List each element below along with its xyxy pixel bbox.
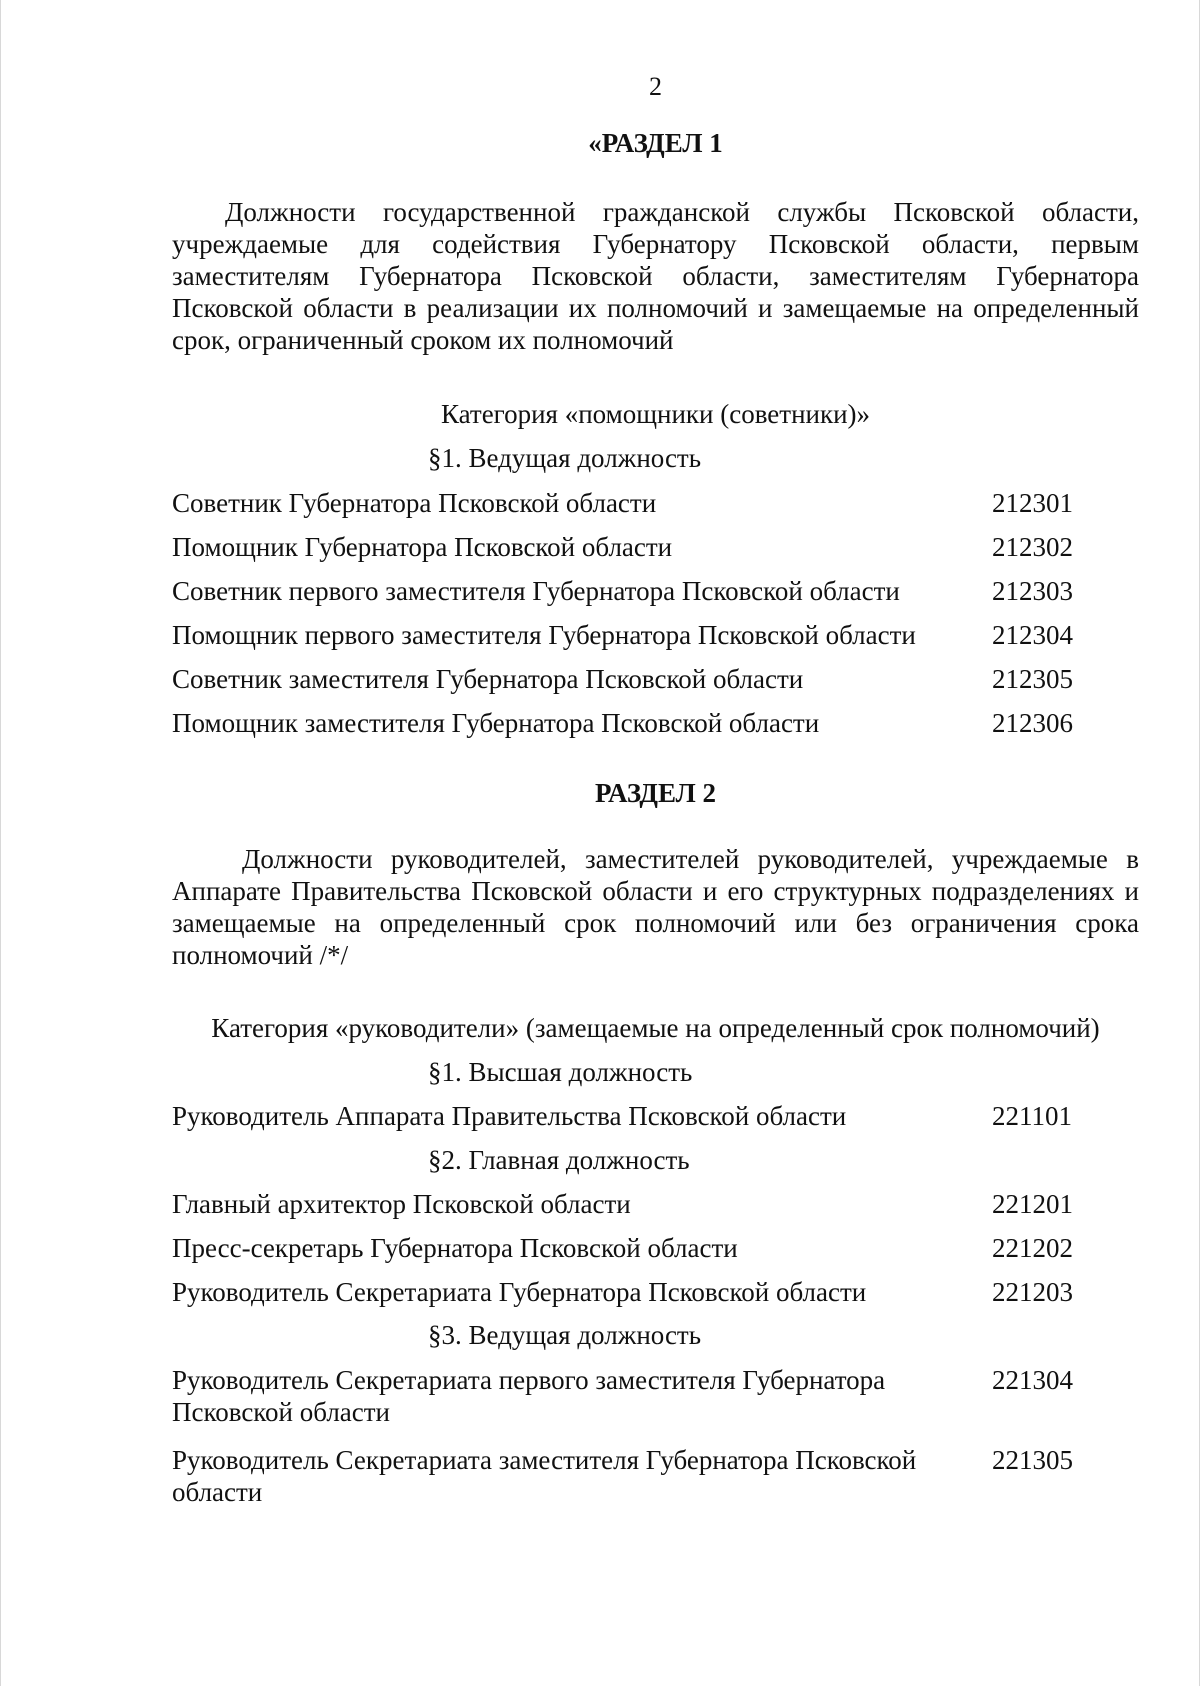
position-code: 221304	[992, 1365, 1073, 1395]
section-1-intro-block	[172, 196, 1139, 356]
position-code: 212301	[992, 488, 1073, 518]
page-number: 2	[649, 72, 662, 101]
position-code: 221201	[992, 1189, 1073, 1219]
position-code: 221202	[992, 1233, 1073, 1263]
position-row	[172, 1444, 1139, 1524]
section-2-group-1-block	[172, 1057, 1139, 1088]
position-row	[172, 1232, 1139, 1276]
section-1-category-block	[172, 399, 1139, 430]
section-2-group-1-title: §1. Высшая должность	[428, 1057, 693, 1087]
position-code: 212304	[992, 620, 1073, 650]
section-2-category-block	[172, 1013, 1139, 1044]
section-2-intro: Должности руководителей, заместителей руководителей, учреждаемые в Аппарате Правительства Псковской области и его структурных подразделениях и замещаемые на определенный срок полномочий или без ограничения срока полномочий /*/	[172, 844, 1139, 970]
section-1-group-1-block	[172, 443, 1139, 474]
position-row	[172, 487, 1139, 531]
section-1-heading: «РАЗДЕЛ 1	[588, 128, 723, 158]
position-row	[172, 575, 1139, 619]
position-title: Помощник первого заместителя Губернатора Псковской области	[172, 620, 916, 650]
position-code: 221305	[992, 1445, 1073, 1475]
position-title: Советник первого заместителя Губернатора Псковской области	[172, 576, 900, 606]
position-code: 212302	[992, 532, 1073, 562]
section-2-group-3-title: §3. Ведущая должность	[428, 1320, 702, 1350]
position-title: Руководитель Секретариата Губернатора Псковской области	[172, 1277, 867, 1307]
position-title: Советник заместителя Губернатора Псковской области	[172, 664, 804, 694]
position-title: Помощник Губернатора Псковской области	[172, 532, 673, 562]
position-code: 221101	[992, 1101, 1072, 1131]
position-code: 221203	[992, 1277, 1073, 1307]
section-1-positions	[172, 487, 1139, 751]
position-title: Руководитель Секретариата заместителя Губернатора Псковской области	[172, 1445, 917, 1507]
position-title: Пресс-секретарь Губернатора Псковской области	[172, 1233, 738, 1263]
position-code: 212306	[992, 708, 1073, 738]
section-2-group-2-positions	[172, 1188, 1139, 1320]
position-code: 212303	[992, 576, 1073, 606]
position-row	[172, 1100, 1139, 1144]
section-1-group-1-title: §1. Ведущая должность	[428, 443, 702, 473]
position-row	[172, 1364, 1139, 1444]
position-row	[172, 1188, 1139, 1232]
position-row	[172, 619, 1139, 663]
position-row	[172, 1276, 1139, 1320]
section-2-group-2-block	[172, 1145, 1139, 1176]
section-1-heading-block	[172, 128, 1139, 159]
position-title: Руководитель Аппарата Правительства Псковской области	[172, 1101, 847, 1131]
position-row	[172, 707, 1139, 751]
position-row	[172, 663, 1139, 707]
section-1-category: Категория «помощники (советники)»	[440, 399, 871, 429]
position-title: Руководитель Секретариата первого заместителя Губернатора Псковской области	[172, 1365, 886, 1427]
section-2-category: Категория «руководители» (замещаемые на определенный срок полномочий)	[211, 1013, 1100, 1043]
section-2-group-3-positions	[172, 1364, 1139, 1524]
position-title: Главный архитектор Псковской области	[172, 1189, 631, 1219]
section-2-heading-block	[172, 778, 1139, 809]
position-title: Помощник заместителя Губернатора Псковской области	[172, 708, 820, 738]
section-2-intro-block	[172, 843, 1139, 971]
section-2-group-1-positions	[172, 1100, 1139, 1144]
section-1-intro: Должности государственной гражданской службы Псковской области, учреждаемые для содействия Губернатору Псковской области, первым заместителям Губернатора Псковской области, заместителям Губернатора Псковской области в реализации их полномочий и замещаемые на определенный срок, ограниченный сроком их полномочий	[172, 197, 1139, 355]
section-2-heading: РАЗДЕЛ 2	[594, 778, 717, 808]
position-title: Советник Губернатора Псковской области	[172, 488, 657, 518]
position-code: 212305	[992, 664, 1073, 694]
position-row	[172, 531, 1139, 575]
section-2-group-2-title: §2. Главная должность	[428, 1145, 690, 1175]
section-2-group-3-block	[172, 1320, 1139, 1351]
